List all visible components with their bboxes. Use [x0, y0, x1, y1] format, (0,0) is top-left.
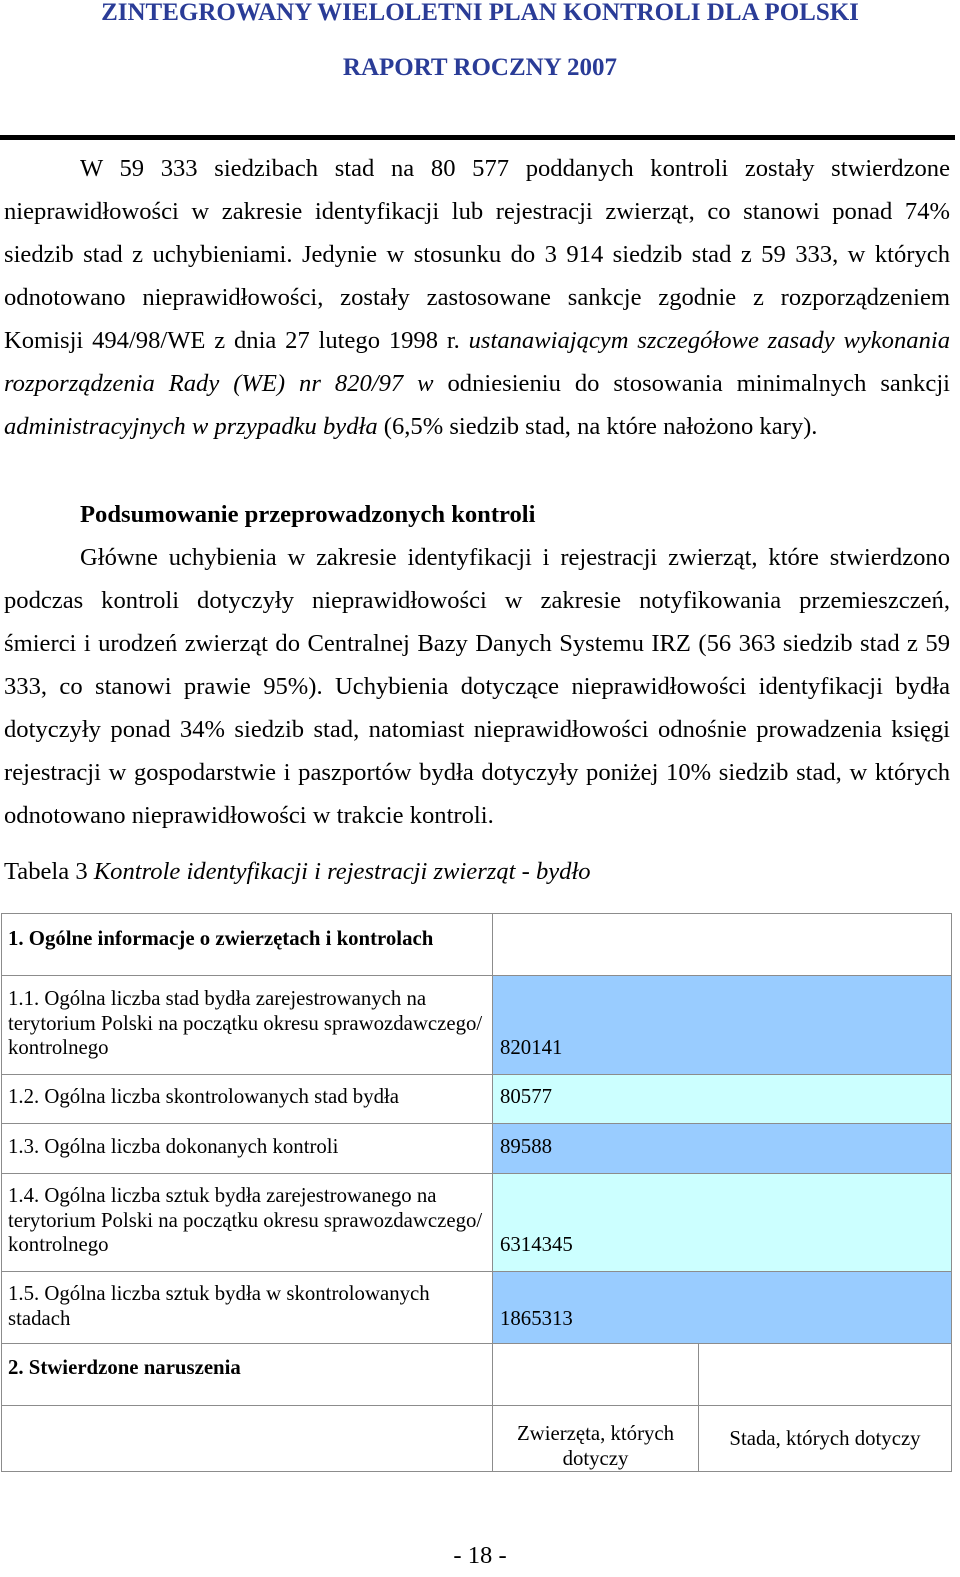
row-label-line: terytorium Polski na początku okresu sprawozdawczego/	[8, 1208, 483, 1232]
section-2-empty-cell-herds	[699, 1344, 952, 1406]
paragraph-line: Główne uchybienia w zakresie identyfikacji i rejestracji zwierząt, które stwierdzono	[80, 544, 950, 571]
section-1-heading: 1. Ogólne informacje o zwierzętach i kontrolach	[8, 927, 434, 950]
row-1-5-label-cell	[2, 1272, 493, 1344]
row-label-line: kontrolnego	[8, 1233, 109, 1256]
paragraph-line: podczas kontroli dotyczyły nieprawidłowości w zakresie notyfikowania przemieszczeń,	[4, 587, 950, 614]
row-label-line: stadach	[8, 1306, 71, 1330]
table-caption-title: Kontrole identyfikacji i rejestracji zwierząt - bydło	[93, 858, 591, 885]
row-label-line: 1.2. Ogólna liczba skontrolowanych stad bydła	[8, 1085, 400, 1108]
row-value: 820141	[500, 1036, 563, 1059]
text-segment: siedzib stad z uchybieniami. Jedynie w stosunku do 3 914 siedzib stad z 59 333, w których	[4, 241, 950, 268]
header-rule	[0, 135, 955, 140]
document-title: ZINTEGROWANY WIELOLETNI PLAN KONTROLI DLA POLSKI	[101, 0, 859, 26]
paragraph-line	[4, 276, 950, 319]
column-header-herds	[699, 1406, 952, 1472]
row-1-4-value-cell	[493, 1174, 952, 1272]
text-segment: W 59 333 siedzibach stad na 80 577 poddanych kontroli zostały stwierdzone	[80, 155, 950, 182]
paragraph-inspections-summary	[4, 147, 950, 448]
text-segment: Komisji 494/98/WE z dnia 27 lutego 1998 r.	[4, 327, 469, 354]
cattle-control-table	[1, 913, 952, 1472]
text-segment: odnotowano nieprawidłowości, zostały zastosowane sankcje zgodnie z rozporządzeniem	[4, 284, 950, 311]
row-1-1-label-cell	[2, 976, 493, 1075]
paragraph-line: śmierci i urodzeń zwierząt do Centralnej Bazy Danych Systemu IRZ (56 363 siedzib stad z 59	[4, 630, 950, 657]
row-1-3-value-cell	[493, 1124, 952, 1174]
column-header-empty-cell	[2, 1406, 493, 1472]
text-segment: odniesieniu do stosowania minimalnych sankcji	[447, 370, 950, 397]
row-1-4-label-cell	[2, 1174, 493, 1272]
paragraph-line: rejestracji w gospodarstwie i paszportów bydła dotyczyły poniżej 10% siedzib stad, w których	[4, 759, 950, 786]
row-1-5-value-cell	[493, 1272, 952, 1344]
row-label-line: 1.3. Ogólna liczba dokonanych kontroli	[8, 1135, 339, 1158]
paragraph-line	[4, 190, 950, 233]
paragraph-line	[4, 362, 950, 405]
italic-text-segment: ustanawiającym szczegółowe zasady wykonania	[468, 327, 950, 354]
paragraph-line: dotyczyły ponad 34% siedzib stad, natomiast nieprawidłowości odnośnie prowadzenia księgi	[4, 716, 950, 743]
row-1-3-label-cell	[2, 1124, 493, 1174]
section-heading	[4, 493, 950, 536]
row-label-line: 1.4. Ogólna liczba sztuk bydła zarejestrowanego na	[8, 1184, 437, 1207]
section-2-heading-cell	[2, 1344, 493, 1406]
paragraph-line	[4, 319, 950, 362]
row-value: 6314345	[500, 1233, 573, 1256]
paragraph-line	[4, 147, 950, 190]
row-value: 80577	[500, 1085, 552, 1108]
column-header-line: Zwierzęta, których	[516, 1422, 675, 1445]
section-heading-text: Podsumowanie przeprowadzonych kontroli	[80, 501, 536, 528]
table-caption-prefix: Tabela 3	[4, 858, 94, 885]
italic-text-segment: rozporządzenia Rady (WE) nr 820/97 w	[4, 370, 448, 397]
row-label-line: kontrolnego	[8, 1036, 109, 1059]
row-1-2-value-cell	[493, 1075, 952, 1124]
report-subtitle: RAPORT ROCZNY 2007	[342, 54, 618, 81]
section-2-empty-cell-animals	[493, 1344, 699, 1406]
text-segment: (6,5% siedzib stad, na które nałożono kary).	[383, 413, 818, 440]
row-value: 1865313	[500, 1306, 573, 1330]
paragraph-line: odnotowano nieprawidłowości w trakcie kontroli.	[4, 802, 494, 829]
paragraph-line	[4, 233, 950, 276]
row-label-line: 1.1. Ogólna liczba stad bydła zarejestrowanych na	[8, 987, 427, 1010]
column-header-line: Stada, których dotyczy	[729, 1427, 921, 1450]
section-1-heading-cell	[2, 914, 493, 976]
page-number: - 18 -	[453, 1542, 507, 1569]
row-value: 89588	[500, 1135, 552, 1158]
row-label-line: terytorium Polski na początku okresu sprawozdawczego/	[8, 1011, 483, 1035]
row-1-1-value-cell	[493, 976, 952, 1075]
section-1-empty-cell	[493, 914, 952, 976]
text-segment: nieprawidłowości w zakresie identyfikacji lub rejestracji zwierząt, co stanowi ponad 74%	[4, 198, 950, 225]
paragraph-line	[4, 405, 950, 448]
table-caption-line	[4, 850, 950, 893]
section-2-heading: 2. Stwierdzone naruszenia	[8, 1356, 241, 1379]
column-header-line: dotyczy	[562, 1446, 629, 1470]
row-1-2-label-cell	[2, 1075, 493, 1124]
table-caption	[4, 850, 950, 893]
italic-text-segment: administracyjnych w przypadku bydła	[4, 413, 384, 440]
row-label-line: 1.5. Ogólna liczba sztuk bydła w skontrolowanych	[8, 1282, 430, 1305]
column-header-animals	[493, 1406, 699, 1472]
paragraph-line: 333, co stanowi prawie 95%). Uchybienia dotyczące nieprawidłowości identyfikacji bydła	[4, 673, 950, 700]
paragraph-main-findings	[4, 536, 950, 837]
